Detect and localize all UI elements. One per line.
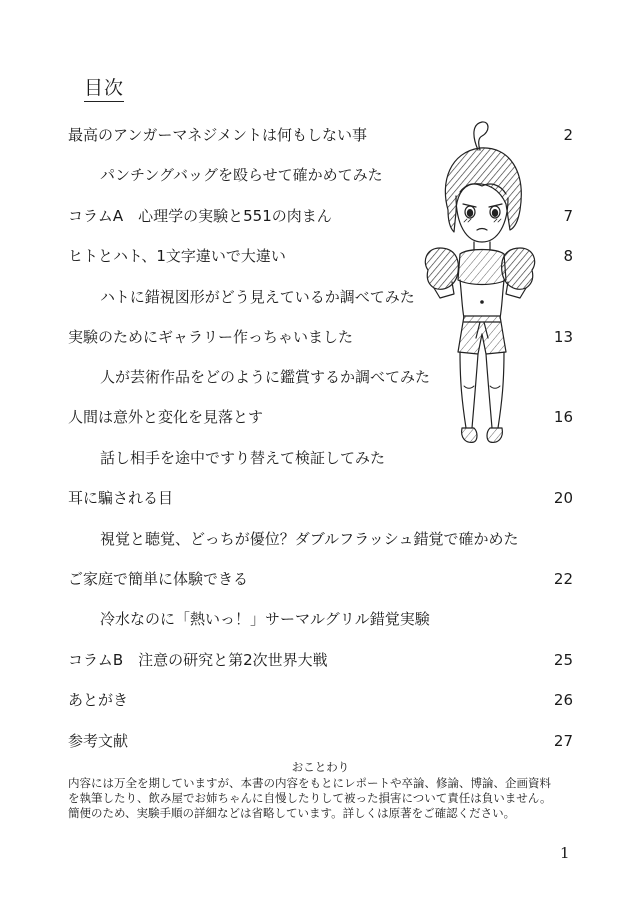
- toc-entry-page: 27: [553, 732, 573, 750]
- toc-entry-title: 人が芸術作品をどのように鑑賞するか調べてみた: [100, 368, 431, 386]
- toc-entry-page: 25: [553, 651, 573, 669]
- toc-entry-title: ハトに錯視図形がどう見えているか調べてみた: [100, 288, 415, 306]
- toc-entry: [68, 485, 573, 511]
- toc-entry: [68, 566, 573, 592]
- disclaimer-heading: おことわり: [291, 760, 350, 774]
- toc-entry-page: 13: [553, 328, 573, 346]
- toc-entry: [68, 606, 573, 632]
- disclaimer: [68, 760, 573, 821]
- disclaimer-line: を執筆したり、飲み屋でお姉ちゃんに自慢したりして被った損害について責任は負いません。: [68, 791, 552, 805]
- toc-entry-title: 最高のアンガーマネジメントは何もしない事: [68, 126, 367, 144]
- toc-entry-title: ヒトとハト、1文字違いで大違い: [68, 247, 286, 265]
- page-number: 1: [560, 844, 570, 862]
- toc-entry-title: あとがき: [68, 691, 129, 709]
- disclaimer-line: 簡便のため、実験手順の詳細などは省略しています。詳しくは原著をご確認ください。: [68, 806, 516, 820]
- toc-entry-title: コラムA 心理学の実験と551の肉まん: [68, 207, 332, 225]
- toc-entry-page: 16: [553, 408, 573, 426]
- toc-entry-page: 20: [553, 489, 573, 507]
- toc-entry-title: 冷水なのに「熱いっ！」サーマルグリル錯覚実験: [100, 610, 430, 628]
- toc-entry-page: 22: [553, 570, 573, 588]
- disclaimer-line: 内容には万全を期していますが、本書の内容をもとにレポートや卒論、修論、博論、企画資料: [68, 776, 551, 790]
- toc-entry-title: 人間は意外と変化を見落とす: [68, 408, 264, 426]
- toc-entry-page: 8: [563, 247, 573, 265]
- toc-entry: [68, 647, 573, 673]
- toc-entry-title: パンチングバッグを殴らせて確かめてみた: [100, 166, 383, 184]
- toc-entry-page: 2: [563, 126, 573, 144]
- toc-entry: [68, 687, 573, 713]
- toc-entry-title: 耳に騙される目: [68, 489, 174, 507]
- toc-entry-title: 視覚と聴覚、どっちが優位？ダブルフラッシュ錯覚で確かめた: [100, 530, 519, 548]
- toc-heading: 目次: [84, 78, 124, 102]
- toc-entry: [68, 526, 573, 552]
- toc-entry-title: ご家庭で簡単に体験できる: [68, 570, 249, 588]
- toc-entry-title: 参考文献: [68, 732, 129, 750]
- toc-entry-page: 26: [553, 691, 573, 709]
- toc-entry-title: 実験のためにギャラリー作っちゃいました: [68, 328, 354, 346]
- toc-entry-title: 話し相手を途中ですり替えて検証してみた: [100, 449, 386, 467]
- boxing-girl-illustration: [410, 112, 550, 452]
- toc-entry-page: 7: [563, 207, 573, 225]
- toc-entry-title: コラムB 注意の研究と第2次世界大戦: [68, 651, 328, 669]
- toc-entry: [68, 728, 573, 754]
